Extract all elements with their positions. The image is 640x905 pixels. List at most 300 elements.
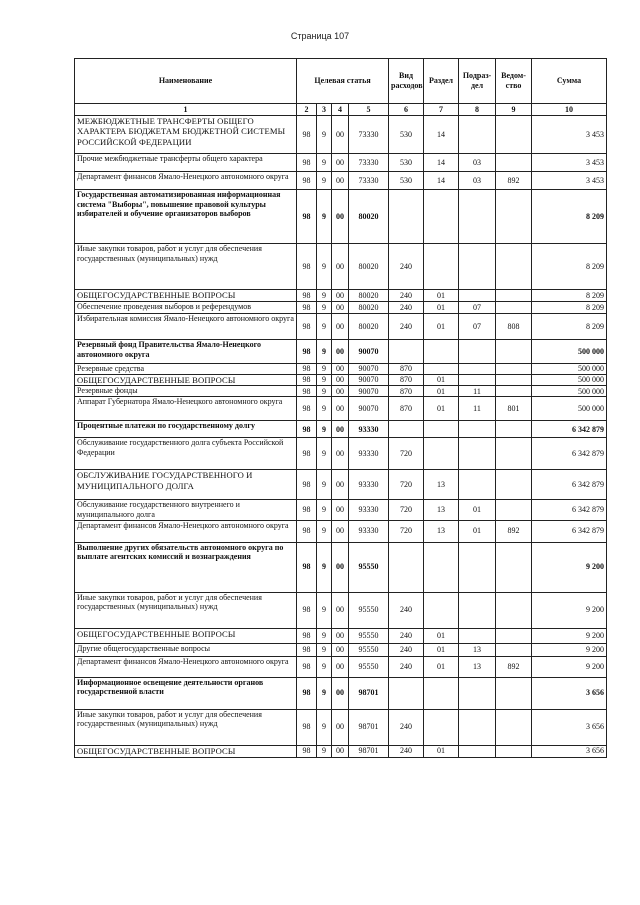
cell-target-2: 9	[317, 677, 332, 709]
table-row	[75, 340, 607, 364]
cell-vedomstvo	[496, 190, 532, 244]
cell-vedomstvo	[496, 628, 532, 643]
cell-razdel: 01	[424, 628, 459, 643]
col-target-header: Целевая статья	[297, 59, 389, 104]
table-body	[75, 116, 607, 758]
cell-vedomstvo	[496, 500, 532, 520]
cell-name: ОБЩЕГОСУДАРСТВЕННЫЕ ВОПРОСЫ	[75, 745, 297, 757]
cell-target-4: 95550	[349, 656, 389, 677]
cell-name: Резервный фонд Правительства Ямало-Ненецкого автономного округа	[75, 340, 297, 364]
cell-podrazdel: 03	[459, 172, 496, 190]
cell-podrazdel: 13	[459, 643, 496, 656]
cell-podrazdel	[459, 542, 496, 592]
cell-vid: 240	[389, 592, 424, 628]
col-podrazdel-header: Подраз-дел	[459, 59, 496, 104]
column-number: 7	[424, 104, 459, 116]
cell-target-3: 00	[332, 154, 349, 172]
cell-podrazdel	[459, 470, 496, 500]
table-row	[75, 470, 607, 500]
cell-target-4: 95550	[349, 592, 389, 628]
cell-razdel	[424, 438, 459, 470]
cell-razdel: 13	[424, 520, 459, 542]
cell-target-1: 98	[297, 628, 317, 643]
cell-target-2: 9	[317, 643, 332, 656]
cell-target-4: 90070	[349, 364, 389, 375]
cell-vedomstvo	[496, 421, 532, 438]
cell-summa: 6 342 879	[532, 520, 607, 542]
cell-target-4: 98701	[349, 709, 389, 745]
cell-podrazdel	[459, 244, 496, 290]
cell-podrazdel: 11	[459, 386, 496, 397]
cell-summa: 500 000	[532, 375, 607, 386]
column-number: 3	[317, 104, 332, 116]
cell-razdel: 14	[424, 116, 459, 154]
column-number: 4	[332, 104, 349, 116]
cell-target-1: 98	[297, 386, 317, 397]
cell-summa: 8 209	[532, 244, 607, 290]
cell-target-4: 98701	[349, 677, 389, 709]
cell-name: Резервные фонды	[75, 386, 297, 397]
cell-target-4: 98701	[349, 745, 389, 757]
cell-name: ОБЩЕГОСУДАРСТВЕННЫЕ ВОПРОСЫ	[75, 628, 297, 643]
cell-target-4: 95550	[349, 628, 389, 643]
cell-vid	[389, 340, 424, 364]
cell-target-1: 98	[297, 500, 317, 520]
cell-target-4: 95550	[349, 643, 389, 656]
cell-vedomstvo	[496, 438, 532, 470]
cell-summa: 9 200	[532, 592, 607, 628]
cell-target-4: 93330	[349, 421, 389, 438]
cell-target-1: 98	[297, 542, 317, 592]
cell-vedomstvo	[496, 643, 532, 656]
cell-razdel: 14	[424, 154, 459, 172]
cell-target-3: 00	[332, 470, 349, 500]
cell-target-1: 98	[297, 302, 317, 314]
cell-vedomstvo	[496, 677, 532, 709]
cell-podrazdel: 07	[459, 314, 496, 340]
cell-podrazdel: 13	[459, 656, 496, 677]
cell-name: МЕЖБЮДЖЕТНЫЕ ТРАНСФЕРТЫ ОБЩЕГО ХАРАКТЕРА БЮДЖЕТАМ БЮДЖЕТНОЙ СИСТЕМЫ РОССИЙСКОЙ ФЕДЕРАЦИИ	[75, 116, 297, 154]
cell-podrazdel	[459, 290, 496, 302]
cell-name: Выполнение других обязательств автономного округа по выплате агентских комиссий и вознаграждения	[75, 542, 297, 592]
cell-target-2: 9	[317, 340, 332, 364]
cell-vid: 240	[389, 709, 424, 745]
cell-target-2: 9	[317, 592, 332, 628]
column-number: 10	[532, 104, 607, 116]
cell-vedomstvo	[496, 364, 532, 375]
cell-summa: 3 453	[532, 154, 607, 172]
cell-razdel	[424, 677, 459, 709]
cell-target-2: 9	[317, 421, 332, 438]
cell-target-1: 98	[297, 709, 317, 745]
cell-target-1: 98	[297, 172, 317, 190]
col-vid-header: Вид расходов	[389, 59, 424, 104]
cell-name: Избирательная комиссия Ямало-Ненецкого автономного округа	[75, 314, 297, 340]
cell-name: Обслуживание государственного внутреннего и муниципального долга	[75, 500, 297, 520]
cell-podrazdel	[459, 190, 496, 244]
cell-summa: 9 200	[532, 643, 607, 656]
cell-target-4: 80020	[349, 290, 389, 302]
cell-target-1: 98	[297, 745, 317, 757]
cell-target-4: 93330	[349, 470, 389, 500]
cell-name: Процентные платежи по государственному долгу	[75, 421, 297, 438]
cell-target-4: 80020	[349, 190, 389, 244]
cell-target-2: 9	[317, 302, 332, 314]
cell-target-2: 9	[317, 364, 332, 375]
table-row	[75, 643, 607, 656]
cell-target-4: 73330	[349, 172, 389, 190]
cell-summa: 8 209	[532, 290, 607, 302]
table-row	[75, 677, 607, 709]
table-row	[75, 375, 607, 386]
cell-vid: 720	[389, 470, 424, 500]
cell-target-2: 9	[317, 520, 332, 542]
cell-target-3: 00	[332, 375, 349, 386]
cell-target-2: 9	[317, 628, 332, 643]
cell-vid: 720	[389, 500, 424, 520]
col-summa-header: Сумма	[532, 59, 607, 104]
cell-vid: 720	[389, 520, 424, 542]
cell-summa: 6 342 879	[532, 470, 607, 500]
cell-target-3: 00	[332, 290, 349, 302]
table-row	[75, 172, 607, 190]
cell-target-3: 00	[332, 592, 349, 628]
cell-summa: 8 209	[532, 302, 607, 314]
cell-summa: 9 200	[532, 656, 607, 677]
cell-podrazdel	[459, 375, 496, 386]
cell-razdel	[424, 542, 459, 592]
cell-target-2: 9	[317, 154, 332, 172]
cell-target-2: 9	[317, 375, 332, 386]
cell-summa: 6 342 879	[532, 421, 607, 438]
cell-razdel: 01	[424, 302, 459, 314]
cell-name: ОБСЛУЖИВАНИЕ ГОСУДАРСТВЕННОГО И МУНИЦИПАЛЬНОГО ДОЛГА	[75, 470, 297, 500]
cell-name: Департамент финансов Ямало-Ненецкого автономного округа	[75, 520, 297, 542]
cell-razdel: 01	[424, 375, 459, 386]
cell-vid: 530	[389, 154, 424, 172]
cell-podrazdel	[459, 364, 496, 375]
cell-vid: 720	[389, 438, 424, 470]
cell-target-2: 9	[317, 709, 332, 745]
cell-vid: 240	[389, 656, 424, 677]
cell-podrazdel	[459, 745, 496, 757]
column-number: 2	[297, 104, 317, 116]
cell-summa: 9 200	[532, 628, 607, 643]
cell-target-4: 90070	[349, 397, 389, 421]
cell-vid: 870	[389, 375, 424, 386]
cell-target-1: 98	[297, 656, 317, 677]
cell-razdel: 01	[424, 314, 459, 340]
cell-vid: 240	[389, 314, 424, 340]
cell-vedomstvo	[496, 302, 532, 314]
cell-podrazdel	[459, 421, 496, 438]
cell-target-2: 9	[317, 470, 332, 500]
table-row	[75, 190, 607, 244]
cell-razdel	[424, 709, 459, 745]
table-row	[75, 386, 607, 397]
cell-name: Обслуживание государственного долга субъекта Российской Федерации	[75, 438, 297, 470]
cell-summa: 6 342 879	[532, 500, 607, 520]
cell-vedomstvo	[496, 709, 532, 745]
cell-vedomstvo	[496, 375, 532, 386]
cell-podrazdel	[459, 709, 496, 745]
cell-podrazdel: 07	[459, 302, 496, 314]
cell-target-1: 98	[297, 290, 317, 302]
cell-target-3: 00	[332, 397, 349, 421]
table-row	[75, 302, 607, 314]
cell-vedomstvo	[496, 290, 532, 302]
cell-target-4: 90070	[349, 386, 389, 397]
cell-razdel: 13	[424, 500, 459, 520]
cell-name: Аппарат Губернатора Ямало-Ненецкого автономного округа	[75, 397, 297, 421]
cell-summa: 3 656	[532, 677, 607, 709]
cell-vid: 530	[389, 116, 424, 154]
col-vedomstvo-header: Ведом-ство	[496, 59, 532, 104]
cell-name: Иные закупки товаров, работ и услуг для обеспечения государственных (муниципальных) нужд	[75, 592, 297, 628]
cell-target-3: 00	[332, 421, 349, 438]
table-row	[75, 592, 607, 628]
cell-podrazdel	[459, 116, 496, 154]
cell-target-1: 98	[297, 244, 317, 290]
cell-summa: 500 000	[532, 364, 607, 375]
cell-razdel	[424, 364, 459, 375]
cell-podrazdel	[459, 677, 496, 709]
cell-podrazdel	[459, 340, 496, 364]
cell-podrazdel: 03	[459, 154, 496, 172]
table-row	[75, 421, 607, 438]
cell-target-4: 93330	[349, 520, 389, 542]
cell-vedomstvo: 892	[496, 656, 532, 677]
cell-target-3: 00	[332, 438, 349, 470]
cell-podrazdel	[459, 628, 496, 643]
cell-summa: 3 656	[532, 745, 607, 757]
cell-razdel: 13	[424, 470, 459, 500]
cell-vid	[389, 190, 424, 244]
cell-name: Обеспечение проведения выборов и референдумов	[75, 302, 297, 314]
cell-target-2: 9	[317, 386, 332, 397]
cell-target-3: 00	[332, 364, 349, 375]
cell-target-1: 98	[297, 190, 317, 244]
cell-target-1: 98	[297, 677, 317, 709]
cell-target-2: 9	[317, 656, 332, 677]
column-number: 1	[75, 104, 297, 116]
table-row	[75, 314, 607, 340]
cell-summa: 500 000	[532, 397, 607, 421]
cell-target-4: 90070	[349, 340, 389, 364]
cell-target-3: 00	[332, 628, 349, 643]
cell-target-1: 98	[297, 314, 317, 340]
cell-target-2: 9	[317, 542, 332, 592]
cell-target-2: 9	[317, 244, 332, 290]
column-number: 5	[349, 104, 389, 116]
cell-vid: 240	[389, 290, 424, 302]
cell-vedomstvo: 808	[496, 314, 532, 340]
table-row	[75, 364, 607, 375]
cell-summa: 8 209	[532, 190, 607, 244]
cell-razdel	[424, 592, 459, 628]
cell-podrazdel	[459, 438, 496, 470]
cell-razdel	[424, 421, 459, 438]
cell-vedomstvo	[496, 154, 532, 172]
cell-razdel: 01	[424, 397, 459, 421]
cell-target-2: 9	[317, 116, 332, 154]
cell-vid: 870	[389, 386, 424, 397]
cell-vid: 870	[389, 397, 424, 421]
table-row	[75, 745, 607, 757]
cell-target-3: 00	[332, 745, 349, 757]
column-number: 8	[459, 104, 496, 116]
cell-target-3: 00	[332, 116, 349, 154]
header-row	[75, 59, 607, 104]
cell-razdel: 01	[424, 386, 459, 397]
cell-target-2: 9	[317, 190, 332, 244]
cell-podrazdel	[459, 592, 496, 628]
cell-vid	[389, 677, 424, 709]
col-name-header: Наименование	[75, 59, 297, 104]
cell-razdel	[424, 244, 459, 290]
column-number: 9	[496, 104, 532, 116]
cell-vid: 240	[389, 643, 424, 656]
column-number: 6	[389, 104, 424, 116]
cell-vedomstvo	[496, 244, 532, 290]
cell-razdel: 01	[424, 290, 459, 302]
cell-razdel: 01	[424, 643, 459, 656]
column-number-row	[75, 104, 607, 116]
cell-vedomstvo	[496, 470, 532, 500]
cell-target-1: 98	[297, 116, 317, 154]
cell-podrazdel: 01	[459, 520, 496, 542]
cell-target-3: 00	[332, 500, 349, 520]
cell-vedomstvo: 892	[496, 520, 532, 542]
table-row	[75, 154, 607, 172]
cell-target-2: 9	[317, 438, 332, 470]
cell-razdel: 01	[424, 656, 459, 677]
cell-vedomstvo: 801	[496, 397, 532, 421]
cell-target-1: 98	[297, 154, 317, 172]
cell-summa: 9 200	[532, 542, 607, 592]
cell-razdel: 01	[424, 745, 459, 757]
col-razdel-header: Раздел	[424, 59, 459, 104]
cell-name: Департамент финансов Ямало-Ненецкого автономного округа	[75, 656, 297, 677]
cell-target-2: 9	[317, 314, 332, 340]
cell-target-1: 98	[297, 397, 317, 421]
cell-razdel: 14	[424, 172, 459, 190]
table-row	[75, 397, 607, 421]
cell-podrazdel: 11	[459, 397, 496, 421]
cell-vedomstvo	[496, 745, 532, 757]
cell-podrazdel: 01	[459, 500, 496, 520]
cell-target-2: 9	[317, 290, 332, 302]
cell-vid: 240	[389, 244, 424, 290]
cell-target-1: 98	[297, 438, 317, 470]
table-row	[75, 520, 607, 542]
cell-target-4: 73330	[349, 116, 389, 154]
table-row	[75, 438, 607, 470]
cell-vedomstvo	[496, 116, 532, 154]
cell-vedomstvo	[496, 592, 532, 628]
cell-name: Департамент финансов Ямало-Ненецкого автономного округа	[75, 172, 297, 190]
cell-name: ОБЩЕГОСУДАРСТВЕННЫЕ ВОПРОСЫ	[75, 290, 297, 302]
cell-target-1: 98	[297, 375, 317, 386]
cell-name: Другие общегосударственные вопросы	[75, 643, 297, 656]
cell-target-2: 9	[317, 500, 332, 520]
cell-vid: 530	[389, 172, 424, 190]
cell-razdel	[424, 190, 459, 244]
cell-target-3: 00	[332, 314, 349, 340]
cell-target-3: 00	[332, 520, 349, 542]
budget-table	[74, 58, 607, 758]
cell-summa: 3 453	[532, 172, 607, 190]
cell-razdel	[424, 340, 459, 364]
cell-vedomstvo: 892	[496, 172, 532, 190]
cell-vid: 870	[389, 364, 424, 375]
cell-summa: 3 453	[532, 116, 607, 154]
cell-target-3: 00	[332, 709, 349, 745]
cell-target-3: 00	[332, 190, 349, 244]
cell-target-4: 93330	[349, 438, 389, 470]
page-header: Страница 107	[290, 31, 350, 41]
cell-name: Государственная автоматизированная информационная система "Выборы", повышение правовой культуры избирателей и обучение организаторов выборов	[75, 190, 297, 244]
cell-vedomstvo	[496, 386, 532, 397]
cell-target-2: 9	[317, 172, 332, 190]
cell-name: Иные закупки товаров, работ и услуг для обеспечения государственных (муниципальных) нужд	[75, 244, 297, 290]
cell-target-4: 93330	[349, 500, 389, 520]
cell-target-3: 00	[332, 386, 349, 397]
cell-target-3: 00	[332, 172, 349, 190]
cell-target-3: 00	[332, 302, 349, 314]
cell-summa: 3 656	[532, 709, 607, 745]
cell-target-4: 73330	[349, 154, 389, 172]
cell-summa: 6 342 879	[532, 438, 607, 470]
cell-vid	[389, 421, 424, 438]
cell-name: Прочие межбюджетные трансферты общего характера	[75, 154, 297, 172]
cell-target-3: 00	[332, 656, 349, 677]
cell-target-3: 00	[332, 244, 349, 290]
cell-target-3: 00	[332, 677, 349, 709]
cell-name: Иные закупки товаров, работ и услуг для обеспечения государственных (муниципальных) нужд	[75, 709, 297, 745]
cell-vid	[389, 542, 424, 592]
cell-target-1: 98	[297, 340, 317, 364]
cell-name: Резервные средства	[75, 364, 297, 375]
cell-target-2: 9	[317, 745, 332, 757]
cell-vid: 240	[389, 628, 424, 643]
cell-target-4: 95550	[349, 542, 389, 592]
cell-target-2: 9	[317, 397, 332, 421]
table-row	[75, 244, 607, 290]
table-row	[75, 656, 607, 677]
cell-vid: 240	[389, 302, 424, 314]
table-row	[75, 709, 607, 745]
cell-summa: 500 000	[532, 386, 607, 397]
cell-vid: 240	[389, 745, 424, 757]
cell-vedomstvo	[496, 340, 532, 364]
cell-target-1: 98	[297, 470, 317, 500]
cell-target-4: 80020	[349, 244, 389, 290]
table-row	[75, 628, 607, 643]
cell-vedomstvo	[496, 542, 532, 592]
cell-summa: 8 209	[532, 314, 607, 340]
table-row	[75, 542, 607, 592]
table-row	[75, 116, 607, 154]
cell-name: ОБЩЕГОСУДАРСТВЕННЫЕ ВОПРОСЫ	[75, 375, 297, 386]
cell-target-4: 90070	[349, 375, 389, 386]
cell-target-1: 98	[297, 364, 317, 375]
cell-target-4: 80020	[349, 314, 389, 340]
cell-summa: 500 000	[532, 340, 607, 364]
cell-target-3: 00	[332, 340, 349, 364]
cell-target-4: 80020	[349, 302, 389, 314]
cell-target-1: 98	[297, 592, 317, 628]
